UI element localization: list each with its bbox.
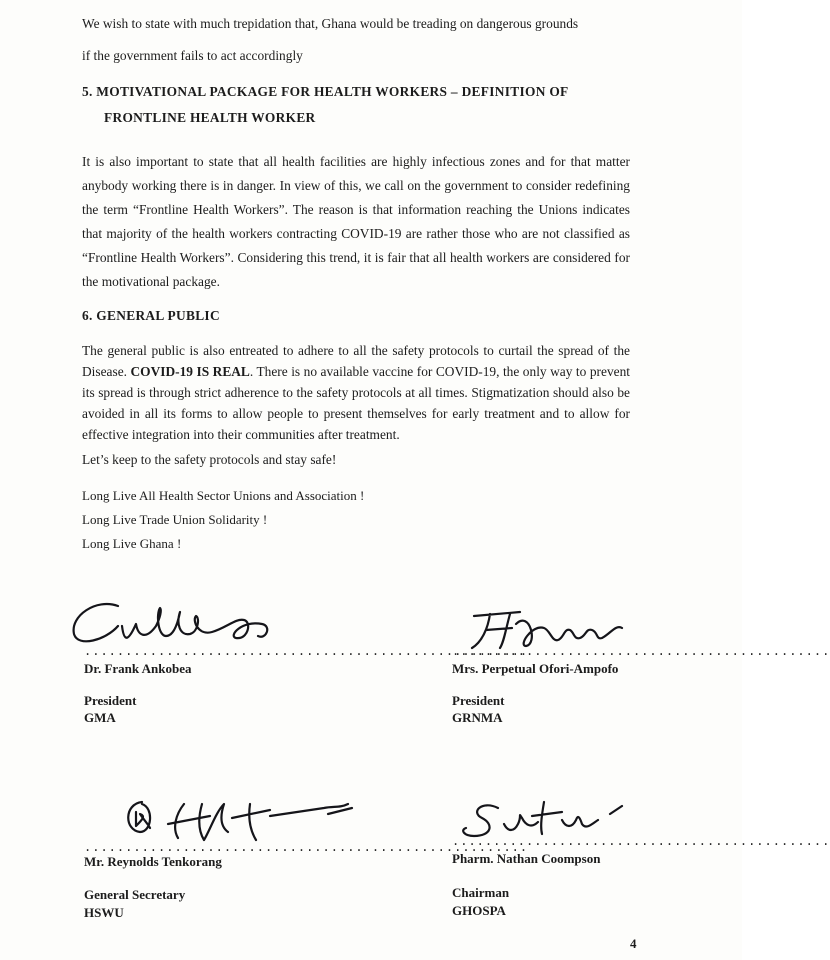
section-5-heading-line-2: FRONTLINE HEALTH WORKER	[104, 110, 316, 125]
section-6-body-part-1: The general public is also entreated to adhere to all the safety protocols to curtail the spread of the Disease.	[82, 343, 630, 379]
section-5-body: It is also important to state that all health facilities are highly infectious zones and for that matter anybody working there is in danger. In view of this, we call on the government to consider redefining the term “Frontline Health Workers”. The reason is that information reaching the Unions indicates that majority of the health workers contracting COVID-19 are rather those who are not classified as “Frontline Health Workers”. Considering this trend, it is fair that all health workers are considered for the motivational package.	[82, 154, 630, 289]
page-number: 4	[630, 936, 637, 951]
signatory-org-ofori-ampofo: GRNMA	[452, 710, 503, 725]
signatory-name-ankobea: Dr. Frank Ankobea	[84, 661, 192, 676]
signature-line-ankobea: ......................................................	[84, 644, 529, 658]
long-live-unions: Long Live All Health Sector Unions and Association !	[82, 488, 365, 503]
signatory-name-tenkorang: Mr. Reynolds Tenkorang	[84, 854, 222, 869]
signatory-title-ankobea: President	[84, 693, 137, 708]
signatory-title-coompson: Chairman	[452, 885, 510, 900]
signatory-org-ankobea: GMA	[84, 710, 116, 725]
signature-line-tenkorang: ......................................................	[84, 840, 529, 854]
section-6-heading: 6. GENERAL PUBLIC	[82, 308, 220, 323]
signature-line-ofori-ampofo: ..............................................	[452, 644, 830, 658]
long-live-solidarity: Long Live Trade Union Solidarity !	[82, 512, 268, 527]
section-5-heading-line-1: 5. MOTIVATIONAL PACKAGE FOR HEALTH WORKERS – DEFINITION OF	[82, 84, 569, 99]
section-6-body-part-2: . There is no available vaccine for COVID-19, the only way to prevent its spread is through strict adherence to the safety protocols at all times. Stigmatization should also be avoided in all its forms to allow people to present themselves for early treatment and to allow for effective integration into their communities after treatment.	[82, 364, 630, 442]
section-6-body	[82, 340, 630, 445]
signature-line-coompson: ..............................................	[452, 834, 830, 848]
signatory-name-coompson: Pharm. Nathan Coompson	[452, 851, 601, 866]
signatory-org-tenkorang: HSWU	[84, 905, 124, 920]
long-live-ghana: Long Live Ghana !	[82, 536, 182, 551]
intro-line-2: if the government fails to act accordingly	[82, 48, 303, 63]
signatory-title-tenkorang: General Secretary	[84, 887, 186, 902]
signatory-org-coompson: GHOSPA	[452, 903, 506, 918]
closing-safe-line: Let’s keep to the safety protocols and stay safe!	[82, 452, 337, 467]
signatory-name-ofori-ampofo: Mrs. Perpetual Ofori-Ampofo	[452, 661, 619, 676]
covid-real-statement: COVID-19 IS REAL	[130, 364, 250, 379]
intro-line-1: We wish to state with much trepidation that, Ghana would be treading on dangerous grounds	[82, 16, 579, 31]
signatory-title-ofori-ampofo: President	[452, 693, 505, 708]
